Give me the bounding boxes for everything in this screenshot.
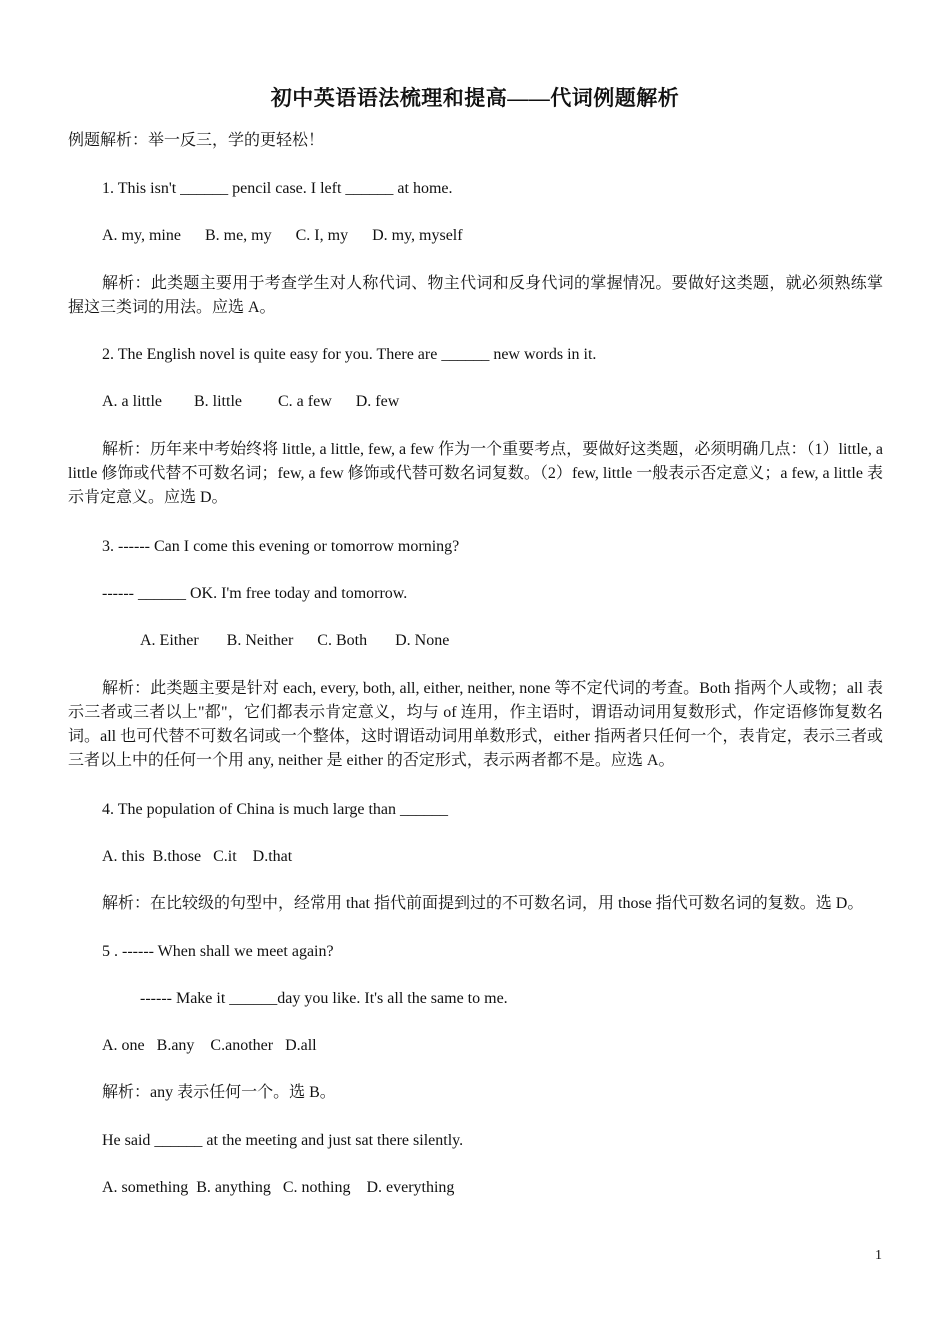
question-3-options: A. Either B. Neither C. Both D. None [140,632,450,649]
question-4: 4. The population of China is much large than ______ [102,801,449,818]
page-title: 初中英语语法梳理和提高——代词例题解析 [270,86,680,110]
intro-line: 例题解析：举一反三，学的更轻松！ [68,132,325,149]
question-5-answer-line: ------ Make it ______day you like. It's all the same to me. [140,990,508,1007]
question-2-analysis: 解析：历年来中考始终将 little, a little, few, a few 作为一个重要考点，要做好这类题，必须明确几点：（1）little, a little 修饰或代替不可数名词；few, a few 修饰或代替可数名词复数。（2）few, little 一般表示否定意义；a few, a little 表示肯定意义。应选 D。 [68,441,883,506]
page-number: 1 [875,1248,882,1263]
question-3-answer-line: ------ ______ OK. I'm free today and tomorrow. [102,585,408,602]
question-6: He said ______ at the meeting and just sat there silently. [102,1132,464,1149]
question-1: 1. This isn't ______ pencil case. I left ______ at home. [102,180,453,197]
question-5: 5 . ------ When shall we meet again? [102,943,334,960]
question-2-options: A. a little B. little C. a few D. few [102,393,400,410]
question-3-analysis: 解析：此类题主要是针对 each, every, both, all, either, neither, none 等不定代词的考查。Both 指两个人或物；all 表示三者或三者以上"都"，它们都表示肯定意义，均与 of 连用，作主语时，谓语动词用复数形式，作定语修饰复数名词。all 也可代替不可数名词或一个整体，这时谓语动词用单数形式，either 指两者只任何一个，表肯定，表示三者或三者以上中的任何一个用 any, neither 是 either 的否定形式，表示两者都不是。应选 A。 [68,680,883,769]
question-6-options: A. something B. anything C. nothing D. everything [102,1179,455,1196]
question-1-options: A. my, mine B. me, my C. I, my D. my, myself [102,227,463,244]
question-4-options: A. this B.those C.it D.that [102,848,293,865]
question-2: 2. The English novel is quite easy for you. There are ______ new words in it. [102,346,597,363]
question-4-analysis: 解析：在比较级的句型中，经常用 that 指代前面提到过的不可数名词，用 those 指代可数名词的复数。选 D。 [102,895,864,912]
question-1-analysis: 解析：此类题主要用于考查学生对人称代词、物主代词和反身代词的掌握情况。要做好这类题，就必须熟练掌握这三类词的用法。应选 A。 [68,275,883,316]
question-5-options: A. one B.any C.another D.all [102,1037,317,1054]
question-5-analysis: 解析：any 表示任何一个。选 B。 [102,1084,336,1101]
question-3: 3. ------ Can I come this evening or tomorrow morning? [102,538,460,555]
